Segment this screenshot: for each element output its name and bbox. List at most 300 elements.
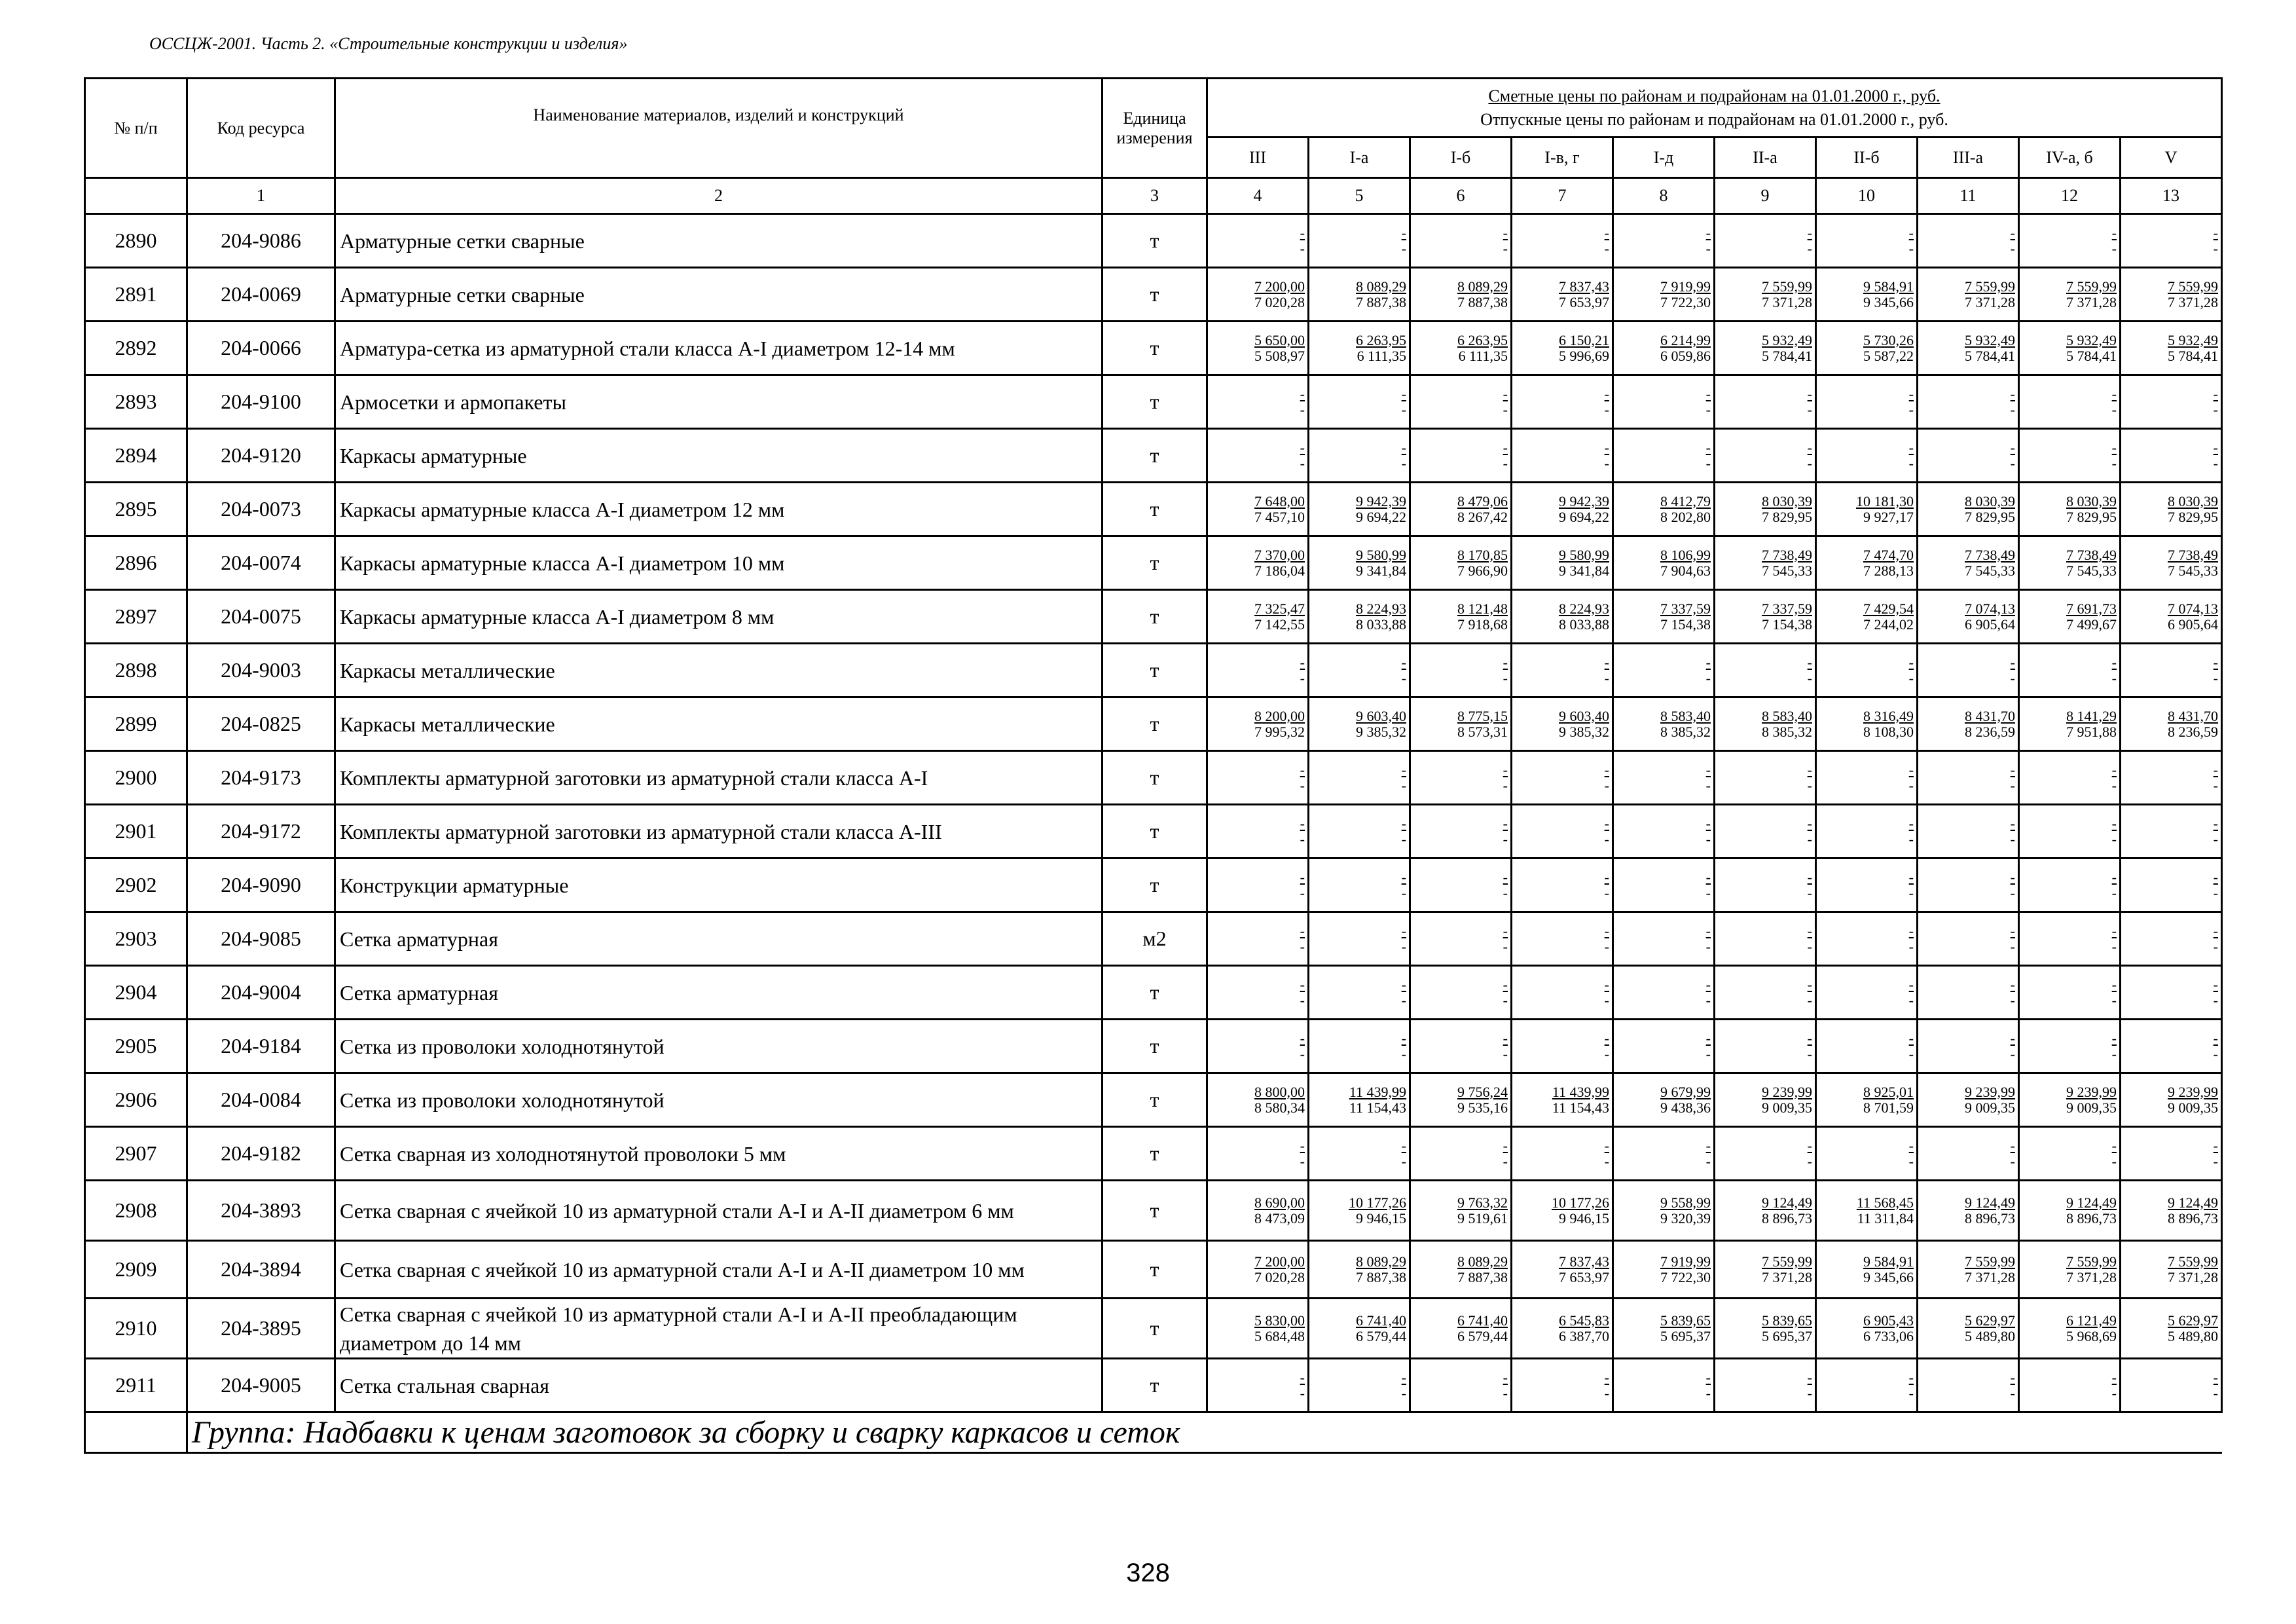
price-cell: [1309, 322, 1410, 375]
table-row: [85, 912, 2222, 966]
release-price: -: [2213, 938, 2218, 955]
estimate-price: 9 584,91: [1863, 278, 1914, 295]
estimate-price: -: [1908, 1029, 1914, 1046]
price-cell: [1715, 751, 1816, 805]
price-cell: [1715, 1127, 1816, 1181]
estimate-price: 10 177,26: [1552, 1194, 1609, 1211]
release-price: 7 829,95: [1965, 508, 2015, 525]
material-name: Сетка из проволоки холоднотянутой: [335, 1073, 1102, 1127]
estimate-price: 8 030,39: [2066, 492, 2117, 509]
table-row: [85, 697, 2222, 751]
row-number: 2899: [85, 697, 187, 751]
price-cell: [1816, 805, 1918, 858]
estimate-price: 7 919,99: [1660, 278, 1711, 295]
price-cell: [1816, 966, 1918, 1020]
release-price: 9 345,66: [1863, 293, 1914, 310]
estimate-price: 5 932,49: [2066, 331, 2117, 348]
estimate-price: -: [1300, 439, 1305, 456]
release-price: 7 545,33: [1965, 562, 2015, 579]
price-cell: [2121, 214, 2222, 268]
price-cell: [1816, 912, 1918, 966]
estimate-price: 9 763,32: [1457, 1194, 1508, 1211]
release-price: -: [1503, 1045, 1508, 1062]
table-row: [85, 644, 2222, 697]
material-name: Комплекты арматурной заготовки из арматурной стали класса А-III: [335, 805, 1102, 858]
estimate-price: 10 177,26: [1349, 1194, 1406, 1211]
estimate-price: -: [1300, 654, 1305, 671]
estimate-price: -: [2010, 1137, 2015, 1154]
price-cell: [1613, 697, 1715, 751]
estimate-price: -: [1401, 1369, 1406, 1386]
estimate-price: 6 545,83: [1559, 1312, 1609, 1329]
estimate-price: -: [1503, 922, 1508, 939]
estimate-price: -: [2111, 654, 2117, 671]
table-row: [85, 1020, 2222, 1073]
estimate-price: -: [1300, 1369, 1305, 1386]
material-name: Арматурные сетки сварные: [335, 268, 1102, 322]
price-cell: [1512, 858, 1613, 912]
row-number: 2909: [85, 1241, 187, 1299]
price-cell: [1410, 912, 1512, 966]
release-price: -: [1705, 830, 1711, 847]
estimate-price: 6 150,21: [1559, 331, 1609, 348]
release-price: -: [2213, 884, 2218, 901]
release-price: 7 244,02: [1863, 616, 1914, 633]
release-price: -: [2111, 454, 2117, 471]
estimate-price: -: [1604, 654, 1609, 671]
header-region: IV-а, б: [2019, 138, 2121, 178]
release-price: 7 288,13: [1863, 562, 1914, 579]
estimate-price: 8 170,85: [1457, 546, 1508, 563]
release-price: -: [1705, 1384, 1711, 1401]
estimate-price: -: [1401, 1029, 1406, 1046]
release-price: -: [1401, 401, 1406, 418]
estimate-price: -: [1604, 815, 1609, 832]
row-number: 2893: [85, 375, 187, 429]
price-cell: [1512, 483, 1613, 536]
price-cell: [1715, 912, 1816, 966]
price-cell: [1918, 1299, 2019, 1359]
row-number: 2907: [85, 1127, 187, 1181]
estimate-price: 7 837,43: [1559, 278, 1609, 295]
header-region: V: [2121, 138, 2222, 178]
price-cell: [1613, 644, 1715, 697]
estimate-price: 6 905,43: [1863, 1312, 1914, 1329]
estimate-price: -: [2213, 815, 2218, 832]
release-price: -: [1604, 401, 1609, 418]
material-name: Сетка сварная с ячейкой 10 из арматурной стали А-I и А-II диаметром 10 мм: [335, 1241, 1102, 1299]
release-price: -: [2010, 1153, 2015, 1170]
release-price: -: [2111, 669, 2117, 686]
release-price: -: [1604, 669, 1609, 686]
release-price: 5 489,80: [2168, 1327, 2218, 1344]
price-cell: [2019, 1073, 2121, 1127]
price-cell: [1309, 1359, 1410, 1412]
release-price: 8 896,73: [1965, 1209, 2015, 1227]
column-number: 9: [1715, 178, 1816, 214]
release-price: 7 371,28: [1762, 293, 1812, 310]
price-cell: [2121, 1359, 2222, 1412]
column-number: 7: [1512, 178, 1613, 214]
estimate-price: -: [1705, 815, 1711, 832]
release-price: 5 784,41: [1762, 347, 1812, 364]
release-price: -: [1908, 454, 1914, 471]
estimate-price: -: [1401, 385, 1406, 402]
release-price: 6 733,06: [1863, 1327, 1914, 1344]
unit: т: [1102, 1020, 1207, 1073]
estimate-price: 7 738,49: [2168, 546, 2218, 563]
release-price: 5 695,37: [1660, 1327, 1711, 1344]
price-cell: [1512, 1127, 1613, 1181]
estimate-price: 7 200,00: [1254, 1253, 1305, 1270]
resource-code: 204-0075: [187, 590, 335, 644]
price-cell: [1613, 483, 1715, 536]
price-cell: [1613, 1241, 1715, 1299]
release-price: -: [1604, 454, 1609, 471]
estimate-price: 7 559,99: [2066, 1253, 2117, 1270]
estimate-price: 9 239,99: [2066, 1083, 2117, 1100]
price-cell: [1512, 1181, 1613, 1241]
estimate-price: -: [2111, 922, 2117, 939]
release-price: 7 887,38: [1356, 293, 1406, 310]
price-cell: [1613, 966, 1715, 1020]
release-price: -: [2213, 777, 2218, 794]
estimate-price: -: [1908, 654, 1914, 671]
header-region: II-б: [1816, 138, 1918, 178]
price-cell: [1918, 268, 2019, 322]
table-row: [85, 1181, 2222, 1241]
estimate-price: -: [2213, 439, 2218, 456]
estimate-price: 8 030,39: [2168, 492, 2218, 509]
estimate-price: 7 337,59: [1762, 600, 1812, 617]
release-price: -: [2213, 830, 2218, 847]
release-price: 5 968,69: [2066, 1327, 2117, 1344]
estimate-price: 7 559,99: [1965, 278, 2015, 295]
estimate-price: -: [2213, 761, 2218, 778]
price-cell: [1613, 322, 1715, 375]
price-cell: [1207, 912, 1309, 966]
unit: т: [1102, 1299, 1207, 1359]
price-cell: [1918, 483, 2019, 536]
release-price: -: [1300, 1384, 1305, 1401]
estimate-price: 9 584,91: [1863, 1253, 1914, 1270]
resource-code: 204-9090: [187, 858, 335, 912]
price-cell: [1309, 858, 1410, 912]
unit: т: [1102, 966, 1207, 1020]
release-price: 8 202,80: [1660, 508, 1711, 525]
release-price: -: [1705, 991, 1711, 1008]
row-number: 2911: [85, 1359, 187, 1412]
row-number: 2904: [85, 966, 187, 1020]
price-cell: [1816, 536, 1918, 590]
column-number: 10: [1816, 178, 1918, 214]
resource-code: 204-9005: [187, 1359, 335, 1412]
estimate-price: 9 124,49: [1965, 1194, 2015, 1211]
price-cell: [1512, 268, 1613, 322]
price-cell: [1410, 1127, 1512, 1181]
estimate-price: -: [1908, 922, 1914, 939]
unit: т: [1102, 429, 1207, 483]
price-cell: [1207, 1181, 1309, 1241]
release-price: 8 385,32: [1660, 723, 1711, 740]
release-price: -: [1300, 830, 1305, 847]
unit: т: [1102, 214, 1207, 268]
release-price: 7 722,30: [1660, 1268, 1711, 1285]
column-number-blank: [85, 178, 187, 214]
price-cell: [1715, 429, 1816, 483]
release-price: -: [1908, 777, 1914, 794]
price-cell: [1207, 1073, 1309, 1127]
release-price: 7 966,90: [1457, 562, 1508, 579]
price-cell: [1918, 858, 2019, 912]
unit: т: [1102, 644, 1207, 697]
estimate-price: -: [1300, 868, 1305, 885]
table-row: [85, 858, 2222, 912]
price-cell: [2019, 858, 2121, 912]
estimate-price: -: [2213, 1029, 2218, 1046]
price-cell: [2019, 1359, 2121, 1412]
release-price: -: [1705, 1153, 1711, 1170]
table-row: [85, 483, 2222, 536]
release-price: -: [1807, 669, 1812, 686]
price-cell: [1410, 805, 1512, 858]
price-cell: [2019, 751, 2121, 805]
release-price: 7 887,38: [1356, 1268, 1406, 1285]
price-cell: [1715, 697, 1816, 751]
release-price: 9 438,36: [1660, 1099, 1711, 1116]
estimate-price: -: [1503, 868, 1508, 885]
material-name: Каркасы арматурные класса А-I диаметром 10 мм: [335, 536, 1102, 590]
material-name: Каркасы арматурные класса А-I диаметром 8 мм: [335, 590, 1102, 644]
estimate-price: 9 124,49: [2168, 1194, 2218, 1211]
release-price: -: [1300, 669, 1305, 686]
resource-code: 204-9003: [187, 644, 335, 697]
column-number: 5: [1309, 178, 1410, 214]
material-name: Сетка сварная с ячейкой 10 из арматурной стали А-I и А-II преобладающим диаметром до 14 мм: [335, 1299, 1102, 1359]
price-cell: [1918, 912, 2019, 966]
release-price: 7 371,28: [1762, 1268, 1812, 1285]
estimate-price: -: [1807, 654, 1812, 671]
price-cell: [2019, 1299, 2121, 1359]
estimate-price: -: [1604, 868, 1609, 885]
price-cell: [2019, 483, 2121, 536]
price-cell: [1512, 214, 1613, 268]
estimate-price: -: [1300, 385, 1305, 402]
price-cell: [1410, 751, 1512, 805]
estimate-price: -: [1604, 385, 1609, 402]
release-price: 6 059,86: [1660, 347, 1711, 364]
release-price: -: [1503, 777, 1508, 794]
estimate-price: -: [1705, 1137, 1711, 1154]
estimate-price: 7 648,00: [1254, 492, 1305, 509]
estimate-price: 7 837,43: [1559, 1253, 1609, 1270]
release-price: 7 995,32: [1254, 723, 1305, 740]
price-cell: [2121, 590, 2222, 644]
price-cell: [1410, 590, 1512, 644]
price-cell: [1918, 590, 2019, 644]
estimate-price: 8 431,70: [1965, 707, 2015, 724]
release-price: -: [1807, 240, 1812, 257]
column-number: 11: [1918, 178, 2019, 214]
price-cell: [1816, 268, 1918, 322]
resource-code: 204-3894: [187, 1241, 335, 1299]
release-price: -: [1807, 1153, 1812, 1170]
release-price: 7 020,28: [1254, 293, 1305, 310]
price-cell: [1816, 483, 1918, 536]
release-price: 7 371,28: [2168, 293, 2218, 310]
release-price: -: [1705, 401, 1711, 418]
release-price: -: [2111, 240, 2117, 257]
row-number: 2908: [85, 1181, 187, 1241]
price-cell: [1207, 1127, 1309, 1181]
price-cell: [1207, 751, 1309, 805]
estimate-price: -: [1300, 976, 1305, 993]
release-price: -: [1300, 1153, 1305, 1170]
release-price: 9 946,15: [1559, 1209, 1609, 1227]
estimate-price: -: [2111, 1137, 2117, 1154]
price-cell: [1410, 1020, 1512, 1073]
release-price: -: [1503, 401, 1508, 418]
price-cell: [1613, 751, 1715, 805]
price-cell: [1918, 1241, 2019, 1299]
table-row: [85, 1359, 2222, 1412]
estimate-price: 8 089,29: [1457, 1253, 1508, 1270]
estimate-price: 7 325,47: [1254, 600, 1305, 617]
estimate-price: 9 239,99: [2168, 1083, 2218, 1100]
release-price: -: [1807, 991, 1812, 1008]
group-row: [85, 1412, 2222, 1453]
row-number: 2895: [85, 483, 187, 536]
estimate-price: 9 580,99: [1559, 546, 1609, 563]
price-cell: [2121, 1127, 2222, 1181]
price-cell: [1309, 483, 1410, 536]
release-price: -: [1604, 1153, 1609, 1170]
price-cell: [1207, 429, 1309, 483]
resource-code: 204-3893: [187, 1181, 335, 1241]
price-cell: [1715, 590, 1816, 644]
release-price: -: [1908, 938, 1914, 955]
table-row: [85, 375, 2222, 429]
estimate-price: -: [2111, 868, 2117, 885]
estimate-price: 7 474,70: [1863, 546, 1914, 563]
estimate-price: -: [1807, 439, 1812, 456]
price-cell: [1816, 697, 1918, 751]
estimate-price: -: [2111, 224, 2117, 241]
release-price: -: [1908, 1384, 1914, 1401]
release-price: 8 580,34: [1254, 1099, 1305, 1116]
release-price: -: [1604, 1384, 1609, 1401]
estimate-price: 5 839,65: [1660, 1312, 1711, 1329]
price-cell: [1613, 1299, 1715, 1359]
price-cell: [1613, 1020, 1715, 1073]
price-cell: [2121, 483, 2222, 536]
price-cell: [1512, 966, 1613, 1020]
release-price: 7 154,38: [1762, 616, 1812, 633]
estimate-price: -: [1401, 224, 1406, 241]
price-cell: [2019, 1241, 2121, 1299]
price-cell: [2019, 912, 2121, 966]
release-price: -: [1908, 240, 1914, 257]
column-number: 1: [187, 178, 335, 214]
estimate-price: -: [2111, 1029, 2117, 1046]
release-price: 6 905,64: [2168, 616, 2218, 633]
price-cell: [1715, 966, 1816, 1020]
release-price: 9 519,61: [1457, 1209, 1508, 1227]
price-cell: [1918, 214, 2019, 268]
release-price: 7 371,28: [2168, 1268, 2218, 1285]
estimate-price: 5 730,26: [1863, 331, 1914, 348]
estimate-price: -: [1300, 1029, 1305, 1046]
estimate-price: 6 741,40: [1457, 1312, 1508, 1329]
estimate-price: 11 568,45: [1856, 1194, 1914, 1211]
estimate-price: -: [2010, 1029, 2015, 1046]
estimate-price: 7 429,54: [1863, 600, 1914, 617]
estimate-price: 8 121,48: [1457, 600, 1508, 617]
release-price: -: [1705, 938, 1711, 955]
group-row-blank: [85, 1412, 187, 1453]
estimate-price: -: [1300, 922, 1305, 939]
price-cell: [2019, 590, 2121, 644]
price-cell: [1816, 1127, 1918, 1181]
price-cell: [1207, 590, 1309, 644]
release-price: -: [1705, 1045, 1711, 1062]
release-price: -: [1908, 1045, 1914, 1062]
release-price: 9 009,35: [1965, 1099, 2015, 1116]
release-price: 6 579,44: [1356, 1327, 1406, 1344]
release-price: -: [1300, 884, 1305, 901]
release-price: -: [1503, 938, 1508, 955]
price-cell: [1613, 1359, 1715, 1412]
release-price: 6 905,64: [1965, 616, 2015, 633]
price-cell: [1613, 1181, 1715, 1241]
release-price: -: [1705, 669, 1711, 686]
row-number: 2905: [85, 1020, 187, 1073]
release-price: 9 385,32: [1559, 723, 1609, 740]
release-price: -: [1503, 991, 1508, 1008]
estimate-price: -: [1807, 976, 1812, 993]
price-cell: [1207, 697, 1309, 751]
estimate-price: 8 690,00: [1254, 1194, 1305, 1211]
price-cell: [1512, 644, 1613, 697]
material-name: Каркасы арматурные: [335, 429, 1102, 483]
release-price: -: [1503, 669, 1508, 686]
price-cell: [1816, 1299, 1918, 1359]
price-cell: [1918, 805, 2019, 858]
price-cell: [1918, 751, 2019, 805]
release-price: -: [2111, 777, 2117, 794]
release-price: -: [2010, 830, 2015, 847]
column-number: 3: [1102, 178, 1207, 214]
unit: т: [1102, 536, 1207, 590]
estimate-price: -: [2010, 815, 2015, 832]
release-price: -: [1705, 240, 1711, 257]
release-price: -: [1604, 1045, 1609, 1062]
column-number: 8: [1613, 178, 1715, 214]
estimate-price: 9 239,99: [1762, 1083, 1812, 1100]
estimate-price: 5 932,49: [1965, 331, 2015, 348]
release-price: -: [2213, 401, 2218, 418]
estimate-price: -: [1807, 922, 1812, 939]
header-name: Наименование материалов, изделий и конструкций: [335, 79, 1102, 178]
price-cell: [1410, 1241, 1512, 1299]
release-price: 9 009,35: [2168, 1099, 2218, 1116]
estimate-price: -: [1503, 654, 1508, 671]
estimate-price: 7 559,99: [1762, 278, 1812, 295]
resource-code: 204-9004: [187, 966, 335, 1020]
price-cell: [2121, 322, 2222, 375]
price-cell: [2019, 966, 2121, 1020]
estimate-price: 6 741,40: [1356, 1312, 1406, 1329]
